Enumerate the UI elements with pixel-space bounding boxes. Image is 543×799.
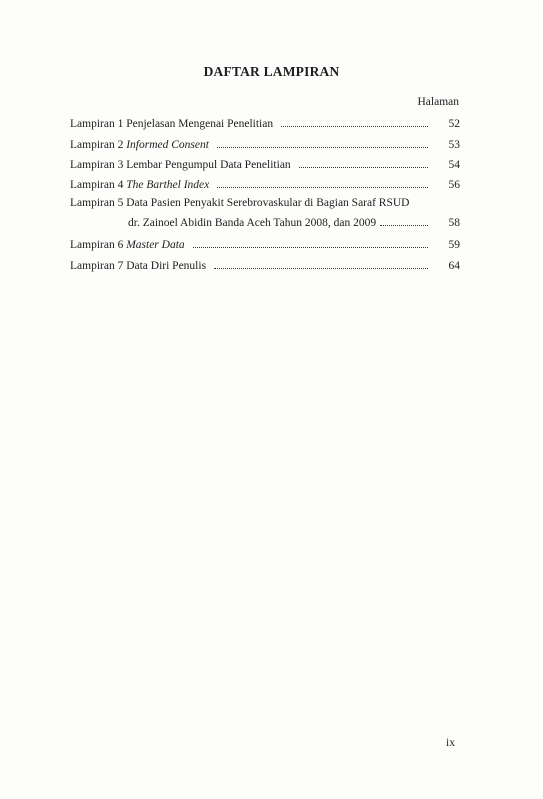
toc-entry-label: Lampiran 2 Informed Consent bbox=[70, 139, 209, 151]
toc-entry-label: Lampiran 7 Data Diri Penulis bbox=[70, 260, 207, 272]
toc-leader-dots bbox=[214, 259, 428, 269]
toc-leader-dots bbox=[299, 158, 428, 168]
toc-leader-dots bbox=[217, 178, 428, 188]
toc-entry-5 bbox=[70, 196, 460, 230]
toc-entry-page: 59 bbox=[448, 239, 460, 251]
toc-entry-6 bbox=[70, 238, 460, 252]
toc-entry-page: 54 bbox=[448, 159, 460, 171]
toc-entry-page: 58 bbox=[448, 217, 460, 229]
page-title: DAFTAR LAMPIRAN bbox=[203, 64, 340, 79]
toc-entry-page: 56 bbox=[448, 179, 460, 191]
toc-entry-label: Lampiran 6 Master Data bbox=[70, 239, 185, 251]
toc-leader-dots bbox=[217, 138, 428, 148]
toc-entry-2 bbox=[70, 138, 460, 152]
page-column-header: Halaman bbox=[417, 96, 459, 108]
toc-entry-label: Lampiran 4 The Barthel Index bbox=[70, 179, 210, 191]
toc-entry-3 bbox=[70, 158, 460, 172]
toc-leader-dots bbox=[281, 117, 428, 127]
footer-page-number: ix bbox=[446, 737, 455, 749]
toc-entry-label: Lampiran 5 Data Pasien Penyakit Serebrovaskular di Bagian Saraf RSUD bbox=[70, 197, 410, 209]
toc-entry-page: 53 bbox=[448, 139, 460, 151]
toc-entry-4 bbox=[70, 178, 460, 192]
toc-leader-dots bbox=[193, 238, 428, 248]
toc-leader-dots bbox=[380, 216, 428, 226]
toc-entry-1 bbox=[70, 117, 460, 131]
toc-entry-page: 64 bbox=[448, 260, 460, 272]
toc-entry-label: Lampiran 3 Lembar Pengumpul Data Penelitian bbox=[70, 159, 291, 171]
toc-entry-page: 52 bbox=[448, 118, 460, 130]
toc-entry-label-continued: dr. Zainoel Abidin Banda Aceh Tahun 2008, dan 2009 58 bbox=[128, 217, 460, 229]
toc-entry-label: Lampiran 1 Penjelasan Mengenai Penelitian bbox=[70, 118, 274, 130]
toc-entry-7 bbox=[70, 259, 460, 273]
